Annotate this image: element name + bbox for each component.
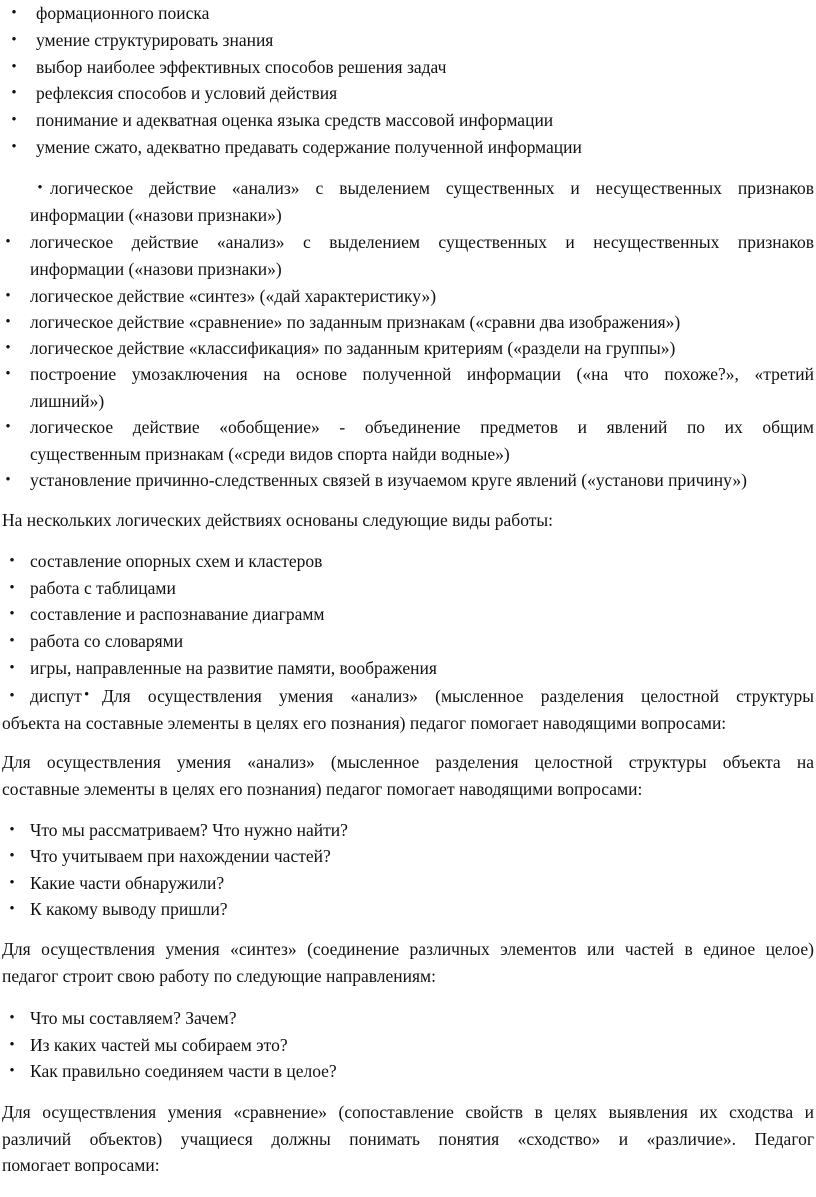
list-item-text: умение структурировать знания <box>36 30 274 50</box>
bullet-icon: • <box>11 32 17 48</box>
bullet-icon: • <box>9 901 15 917</box>
list-item-text: Какие части обнаружили? <box>30 873 225 893</box>
bullet-icon: • <box>5 472 11 488</box>
list-item-line2: информации («назови признаки») <box>30 259 282 279</box>
list-item-text: игры, направленные на развитие памяти, воображения <box>30 658 437 678</box>
paragraph-line: педагог строит свою работу по следующие направлениям: <box>2 965 436 986</box>
list-item-line2: лишний») <box>30 391 105 411</box>
list-item-text: выбор наиболее эффективных способов решения задач <box>36 57 447 77</box>
dispute-word: диспут <box>30 686 82 706</box>
dispute-item <box>0 683 816 737</box>
bullet-icon: • <box>9 660 15 676</box>
list-item-text: логическое действие «сравнение» по заданным признакам («сравни два изображения») <box>30 312 681 332</box>
bullet-icon: • <box>5 234 11 250</box>
bullet-icon: • <box>5 366 11 382</box>
list-item-text: К какому выводу пришли? <box>30 899 228 919</box>
list-item-text: Что учитываем при нахождении частей? <box>30 846 331 866</box>
list-item-text: составление опорных схем и кластеров <box>30 551 323 571</box>
bullet-icon: • <box>11 112 17 128</box>
list-item-text: работа с таблицами <box>30 578 176 598</box>
paragraph-line: Для осуществления умения «сравнение» (сопоставление свойств в целях выявления их сходства и <box>2 1102 814 1122</box>
bullet-icon: • <box>9 822 15 838</box>
paragraph-line: Для осуществления умения «анализ» (мысленное разделения целостной структуры объекта на <box>2 752 814 772</box>
list-item <box>0 229 816 283</box>
bullet-icon: • <box>11 59 17 75</box>
indented-list-item <box>0 175 816 229</box>
list-item-text: логическое действие «синтез» («дай характеристику») <box>30 286 437 306</box>
work-intro-paragraph: На нескольких логических действиях основаны следующие виды работы: <box>2 510 553 530</box>
bullet-icon: • <box>9 1010 15 1026</box>
bullet-icon: • <box>9 633 15 649</box>
list-item-text: умение сжато, адекватно предавать содержание полученной информации <box>36 137 582 157</box>
list-item-text: рефлексия способов и условий действия <box>36 83 338 103</box>
list-item-line1: логическое действие «обобщение» - объединение предметов и явлений по их общим <box>30 417 814 437</box>
bullet-icon: • <box>9 875 15 891</box>
bullet-icon: • <box>9 553 15 569</box>
bullet-icon: • <box>9 848 15 864</box>
bullet-icon: • <box>11 5 17 21</box>
list-item <box>0 414 816 468</box>
paragraph-line: составные элементы в целях его познания) педагог помогает наводящими вопросами: <box>2 778 643 799</box>
paragraph-line: помогает вопросами: <box>2 1155 160 1175</box>
bullet-icon: • <box>9 1063 15 1079</box>
bullet-icon: • <box>9 580 15 596</box>
paragraph-line: Для осуществления умения «синтез» (соединение различных элементов или частей в единое целое) <box>2 939 814 959</box>
bullet-icon: • <box>11 85 17 101</box>
bullet-icon: • <box>5 419 11 435</box>
bullet-icon: • <box>9 606 15 622</box>
list-item-line2: существенным признакам («среди видов спорта найди водные») <box>30 444 510 464</box>
list-item-text: понимание и адекватная оценка языка средств массовой информации <box>36 110 554 130</box>
paragraph-line: различий объектов) учащиеся должны понимать понятия «сходство» и «различие». Педагог <box>2 1128 814 1149</box>
indented-item-line2: информации («назови признаки») <box>30 205 282 225</box>
bullet-icon: • <box>11 139 17 155</box>
list-item-line1: логическое действие «анализ» с выделением существенных и несущественных признаков <box>30 232 814 252</box>
list-item <box>0 361 816 415</box>
list-item-text: логическое действие «классификация» по заданным критериям («раздели на группы») <box>30 338 676 358</box>
list-item-text: работа со словарями <box>30 631 184 651</box>
analysis-paragraph <box>2 749 814 802</box>
bullet-icon: • <box>84 687 90 703</box>
dispute-line1: Для осуществления умения «анализ» (мысленное разделения целостной структуры <box>102 686 814 706</box>
list-item-text: Из каких частей мы собираем это? <box>30 1035 288 1055</box>
bullet-icon: • <box>37 180 43 196</box>
indented-item-line1: логическое действие «анализ» с выделением существенных и несущественных признаков <box>50 178 814 198</box>
bullet-icon: • <box>9 1037 15 1053</box>
synthesis-paragraph <box>2 936 814 989</box>
list-item-line1: построение умозаключения на основе полученной информации («на что похоже?», «третий <box>30 364 814 384</box>
dispute-line2: объекта на составные элементы в целях его познания) педагог помогает наводящими вопросами: <box>2 713 727 733</box>
comparison-paragraph <box>2 1099 814 1179</box>
list-item-text: формационного поиска <box>36 3 210 23</box>
bullet-icon: • <box>5 288 11 304</box>
bullet-icon: • <box>5 340 11 356</box>
list-item-text: установление причинно-следственных связей в изучаемом круге явлений («установи причину») <box>30 470 747 490</box>
bullet-icon: • <box>5 314 11 330</box>
list-item-text: составление и распознавание диаграмм <box>30 604 325 624</box>
list-item-text: Что мы рассматриваем? Что нужно найти? <box>30 820 348 840</box>
list-item-text: Что мы составляем? Зачем? <box>30 1008 237 1028</box>
list-item-text: Как правильно соединяем части в целое? <box>30 1061 337 1081</box>
bullet-icon: • <box>9 688 15 704</box>
